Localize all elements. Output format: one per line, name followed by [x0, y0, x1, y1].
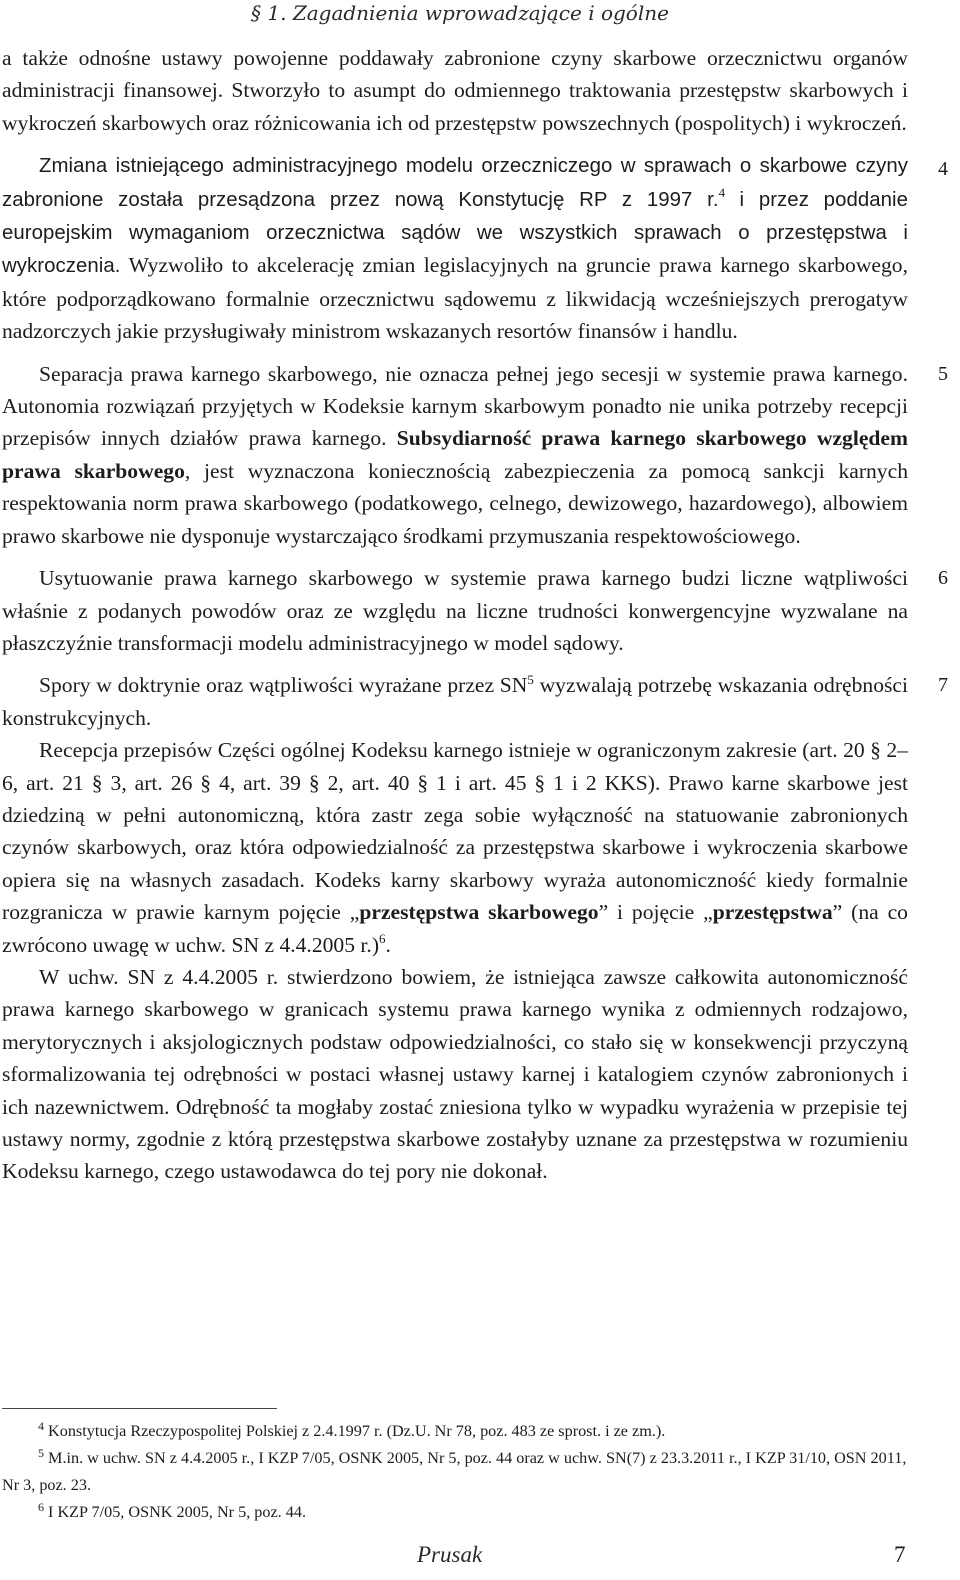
footnote-5: $^5$ M.in. w uchw. SN z 4.4.2005 r., I KZP 7/05, OSNK 2005, Nr 5, poz. 44 oraz w uchw. SN(7) z 23.3.2011 r., I KZP 31/10, OSN 2011, Nr 3, poz. 23.	[2, 1445, 907, 1494]
main-text	[2, 42, 948, 1188]
paragraph-reception: Recepcja przepisów Części ogólnej Kodeksu karnego istnieje w ograniczonym zakresie (art. 20 § 2–6, art. 21 § 3, art. 26 § 4, art. 39 § 2, art. 40 § 1 i art. 45 § 1 i 2 KKS). Prawo karne skarbowe jest dziedziną w pełni autonomiczną, która zastr zega sobie wyłączność na statuowanie zabronionych czynów skarbowych, oraz która odpowiedzialność za przestępstwa skarbowe i wykroczenia skarbowe opiera się na własnych zasadach. Kodeks karny skarbowy wyraża autonomiczność kiedy formalnie rozgranicza w prawie karnym pojęcie „przestępstwa skarbowego” i pojęcie „przestępstwa” (na co zwrócono uwagę w uchw. SN z 4.4.2005 r.)$^6$.	[2, 738, 908, 957]
footnote-ref[interactable]: 4	[718, 185, 726, 201]
emphasis-bold: przestępstwa skarbowego	[359, 900, 599, 925]
running-head: § 1. Zagadnienia wprowadzające i ogólne	[251, 1, 669, 25]
footnote-ref[interactable]: 5	[527, 672, 534, 688]
footnotes	[2, 1418, 908, 1526]
footnote-ref[interactable]: 6	[379, 931, 386, 947]
margin-number: 7	[938, 674, 948, 697]
footnote-divider	[2, 1408, 277, 1409]
paragraph-intro: a także odnośne ustawy powojenne poddawały zabronione czyny skarbowe orzecznictwu organów administracji finansowej. Stworzyło to asumpt do odmiennego traktowania przestępstw skarbowych i wykroczeń skarbowych oraz różnicowania ich od przestępstw powszechnych (pospolitych) i wykroczeń.	[2, 46, 908, 135]
page-number: 7	[894, 1542, 906, 1567]
footer-author: Prusak	[417, 1542, 483, 1567]
footnote-6: $^6$ I KZP 7/05, OSNK 2005, Nr 5, poz. 44.	[38, 1499, 306, 1521]
emphasis-bold: Subsydiarność prawa karnego skarbowego względem prawa skarbowego	[2, 426, 908, 483]
margin-number: 5	[938, 362, 948, 385]
sans-text: Zmiana istniejącego administracyjnego modelu orzeczniczego w sprawach o skarbowe czyny zabronione została przesądzona przez nową Konstytucję RP z 1997 r.	[2, 155, 908, 211]
paragraph-7: 7 Spory w doktrynie oraz wątpliwości wyrażane przez $SN^5$ wyzwalają potrzebę wskazania odrębności konstrukcyjnych.	[2, 672, 948, 730]
paragraph-6: 6 Usytuowanie prawa karnego skarbowego w systemie prawa karnego budzi liczne wątpliwości właśnie z podanych powodów oraz ze względu na liczne trudności konwergencyjne wyzwalane na płaszczyźnie transformacji modelu administracyjnego w model sądowy.	[2, 566, 948, 655]
paragraph-resolution: W uchw. SN z 4.4.2005 r. stwierdzono bowiem, że istniejąca zawsze całkowita autonomiczność prawa karnego skarbowego w granicach systemu prawa karnego wynika z odmiennych rodzajowo, merytorycznych i aksjologicznych podstaw odpowiedzialności, co stało się w konsekwencji przyczyną sformalizowania tej odrębności w postaci własnej ustawy karnej i katalogiem czynów zabronionych i ich nazewnictwem. Odrębność ta mogłaby zostać zniesiona tylko w wypadku wyrażenia w przepisie tej ustawy normy, zgodnie z którą przestępstwa skarbowe zostałyby uznane za przestępstwa w rozumieniu Kodeksu karnego, czego ustawodawca do tej pory nie dokonał.	[2, 964, 908, 1184]
emphasis-bold: przestępstwa	[712, 900, 833, 925]
paragraph-4	[2, 149, 948, 347]
sans-text-continued: i przez poddanie europejskim wymaganiom orzecznictwa sądów we wszystkich sprawach o przestępstwa i wykroczenia.	[2, 188, 908, 278]
serif-text: Wyzwoliło to akcelerację zmian legislacyjnych na gruncie prawa karnego skarbowego, które podporządkowano formalnie orzecznictwu sądowemu z likwidacją wcześniejszych prerogatyw nadzorczych jakie przysługiwały ministrom wskazanych resortów finansów i handlu.	[2, 253, 909, 344]
margin-number: 6	[938, 567, 948, 590]
paragraph-5: 5 Separacja prawa karnego skarbowego, nie oznacza pełnej jego secesji w systemie prawa karnego. Autonomia rozwiązań przyjętych w Kodeksie karnym skarbowym ponadto nie unika potrzeby recepcji przepisów innych działów prawa karnego. Subsydiarność prawa karnego skarbowego względem prawa skarbowego, jest wyznaczona koniecznością zabezpieczenia za pomocą sankcji karnych respektowania norm prawa skarbowego (podatkowego, celnego, dewizowego, hazardowego), albowiem prawo skarbowe nie dysponuje wystarczająco środkami przymuszania respektowościowego.	[2, 361, 948, 548]
margin-number: 4	[938, 158, 948, 181]
footnote-4: $^4$ Konstytucja Rzeczypospolitej Polskiej z 2.4.1997 r. (Dz.U. Nr 78, poz. 483 ze sprost. i ze zm.).	[38, 1418, 666, 1440]
